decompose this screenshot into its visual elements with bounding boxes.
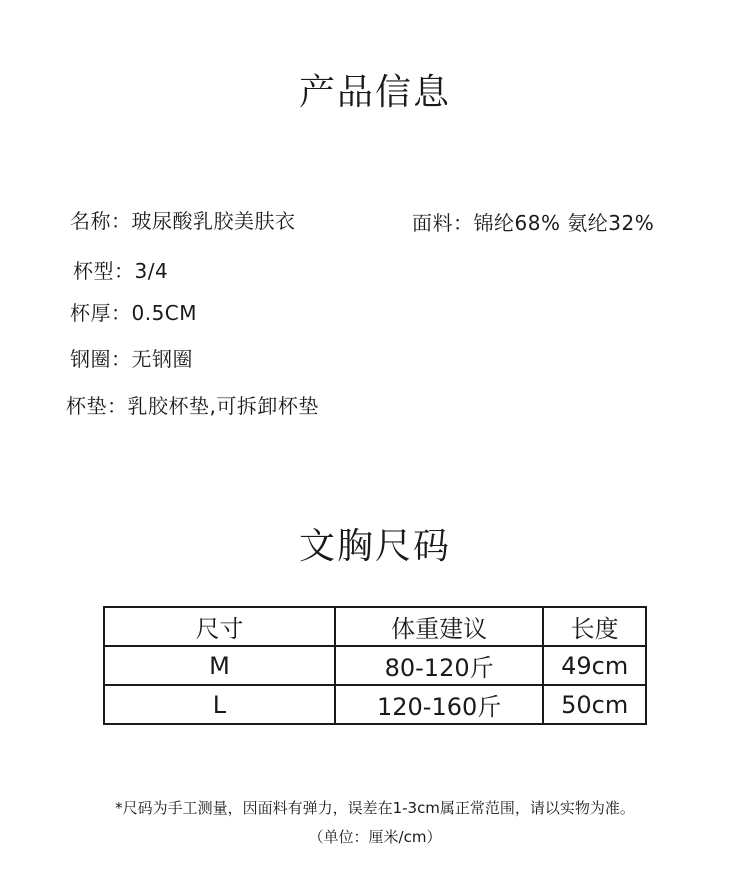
header-length: 长度 xyxy=(543,607,646,646)
fabric-composition: 面料：锦纶68% 氨纶32% xyxy=(412,211,655,235)
table-row xyxy=(104,685,646,724)
unit-note: （单位：厘米/cm） xyxy=(308,828,442,846)
table-header-row xyxy=(104,607,646,646)
cup-type: 杯型：3/4 xyxy=(73,259,169,283)
cell-weight: 80-120斤 xyxy=(335,646,543,685)
cup-thickness: 杯厚：0.5CM xyxy=(70,301,198,325)
underwire: 钢圈：无钢圈 xyxy=(70,347,193,371)
measurement-disclaimer: *尺码为手工测量，因面料有弹力，误差在1-3cm属正常范围，请以实物为准。 xyxy=(115,799,635,817)
product-info-heading: 产品信息 xyxy=(298,72,451,113)
header-weight: 体重建议 xyxy=(335,607,543,646)
size-chart-heading: 文胸尺码 xyxy=(298,526,451,567)
cell-weight: 120-160斤 xyxy=(335,685,543,724)
cell-length: 50cm xyxy=(543,685,646,724)
header-size: 尺寸 xyxy=(104,607,335,646)
cup-pad: 杯垫：乳胶杯垫,可拆卸杯垫 xyxy=(66,394,319,418)
size-table xyxy=(103,606,647,725)
cell-size: L xyxy=(104,685,335,724)
cell-size: M xyxy=(104,646,335,685)
table-row xyxy=(104,646,646,685)
product-name: 名称：玻尿酸乳胶美肤衣 xyxy=(70,209,296,233)
cell-length: 49cm xyxy=(543,646,646,685)
